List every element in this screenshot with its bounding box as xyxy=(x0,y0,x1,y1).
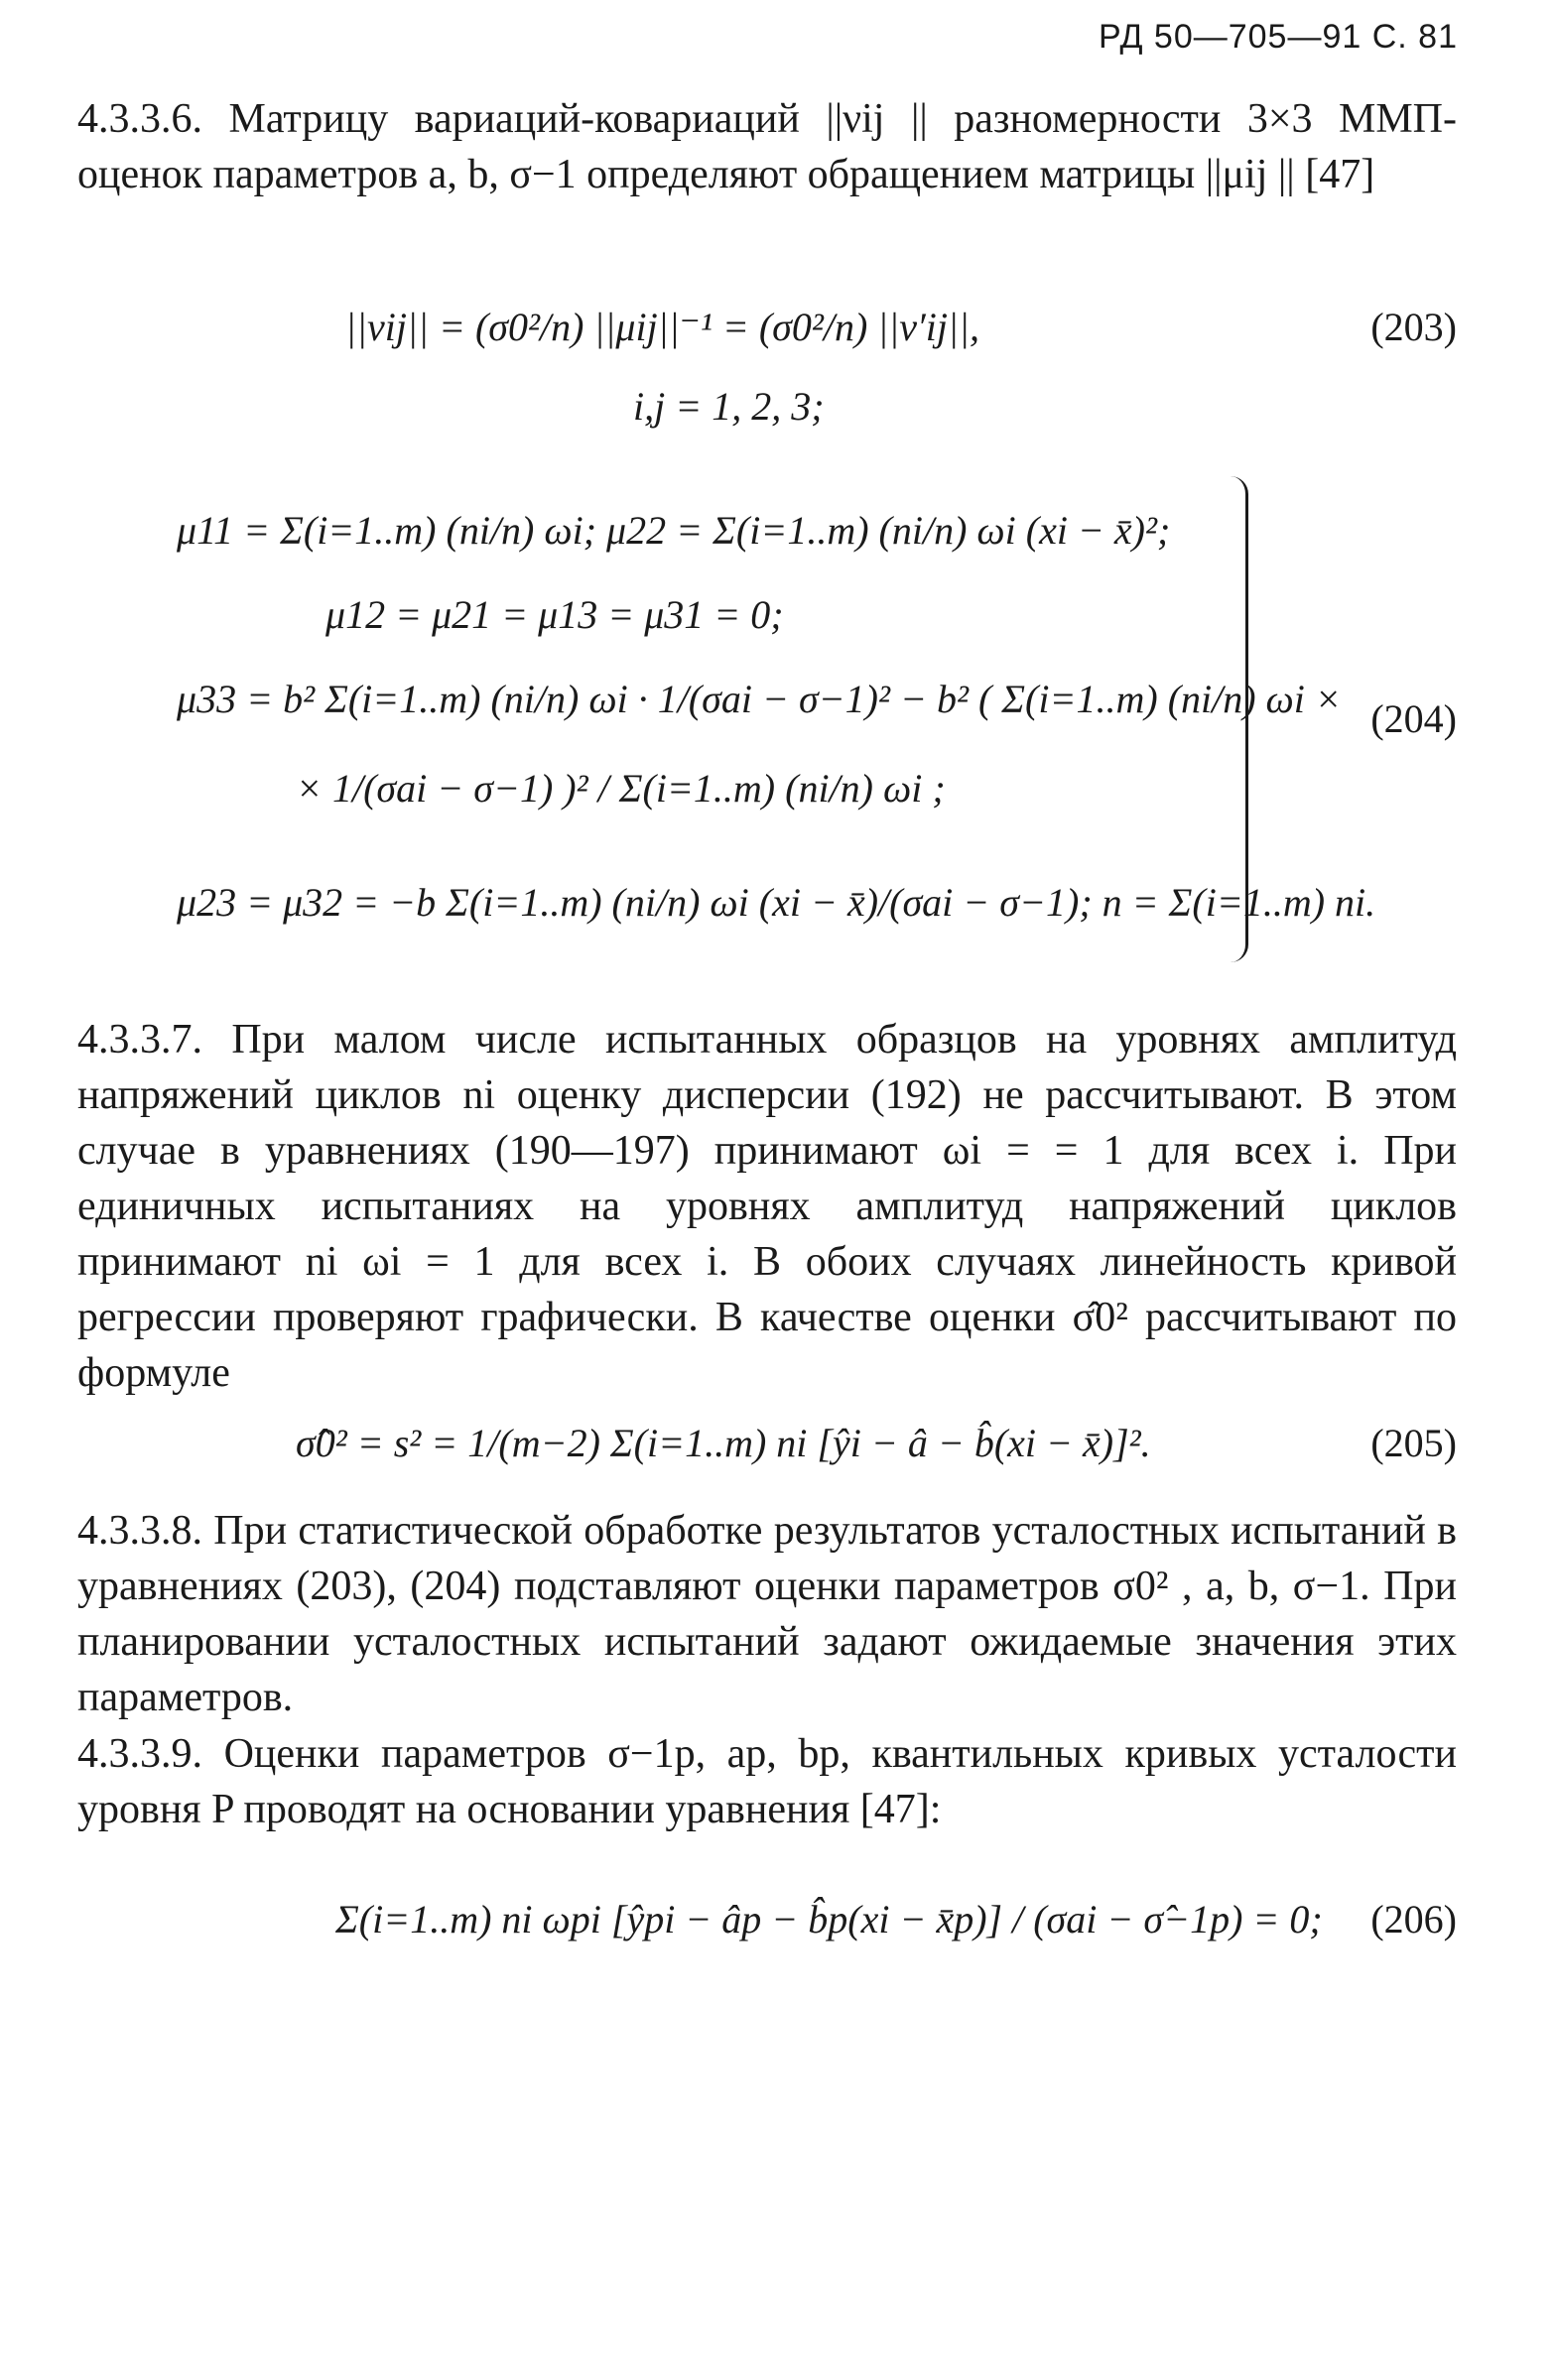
paragraph-4-3-3-9: 4.3.3.9. Оценки параметров σ−1p, ap, bp, квантильных кривых усталости уровня P проводят на основании уравнения [47]: xyxy=(77,1731,1457,1832)
equation-203 xyxy=(77,298,1457,429)
equation-206-line1: Σ(i=1..m) ni ωpi [ŷpi − âp − b̂p(xi − x̄p)] / (σai − σ̂−1p) = 0; xyxy=(335,1897,1323,1942)
paragraph-4-3-3-6: 4.3.3.6. Матрицу вариаций-ковариаций ||νij || разномерности 3×3 ММП-оценок параметров a, b, σ−1 определяют обращением матрицы ||μij || [47] xyxy=(77,96,1457,197)
equation-206 xyxy=(77,1865,1457,1984)
equation-number-205: (205) xyxy=(1370,1421,1457,1465)
equation-number-203: (203) xyxy=(1370,305,1457,349)
paragraph-4-3-3-8: 4.3.3.8. При статистической обработке результатов усталостных испытаний в уравнениях (203), (204) подставляют оценки параметров σ0² , a, b, σ−1. При планировании усталостных испытаний задают ожидаемые значения этих параметров. xyxy=(77,1508,1457,1720)
equation-205-line1: σ̂0² = s² = 1/(m−2) Σ(i=1..m) ni [ŷi − â − b̂(xi − x̄)]². xyxy=(296,1421,1151,1465)
equation-204-line1: μ11 = Σ(i=1..m) (ni/n) ωi; μ22 = Σ(i=1..m) (ni/n) ωi (xi − x̄)²; xyxy=(177,508,1171,553)
paragraph-4-3-3-7: 4.3.3.7. При малом числе испытанных образцов на уровнях амплитуд напряжений циклов ni оценку дисперсии (192) не рассчитывают. В этом случае в уравнениях (190—197) принимают ωi = = 1 для всех i. При единичных испытаниях на уровнях амплитуд напряжений циклов принимают ni ωi = 1 для всех i. В обоих случаях линейность кривой регрессии проверяют графически. В качестве оценки σ̂0² рассчитывают по формуле xyxy=(77,1017,1457,1396)
equation-203-line1: ||νij|| = (σ0²/n) ||μij||⁻¹ = (σ0²/n) ||ν′ij||, xyxy=(345,305,980,349)
equation-number-206: (206) xyxy=(1370,1897,1457,1942)
equation-204-line3: μ33 = b² Σ(i=1..m) (ni/n) ωi · 1/(σai − σ−1)² − b² ( Σ(i=1..m) (ni/n) ωi × xyxy=(177,677,1342,721)
equation-203-line2: i,j = 1, 2, 3; xyxy=(633,384,825,429)
equation-204-line2: μ12 = μ21 = μ13 = μ31 = 0; xyxy=(325,592,784,637)
page-header: РД 50—705—91 С. 81 xyxy=(1099,18,1458,56)
equation-204 xyxy=(77,466,1457,982)
equation-204-line4: × 1/(σai − σ−1) )² / Σ(i=1..m) (ni/n) ωi ; xyxy=(296,766,946,811)
equation-205 xyxy=(77,1409,1457,1488)
equation-number-204: (204) xyxy=(1370,696,1457,741)
equation-204-brace xyxy=(1226,476,1248,962)
equation-204-line5: μ23 = μ32 = −b Σ(i=1..m) (ni/n) ωi (xi − x̄)/(σai − σ−1); n = Σ(i=1..m) ni. xyxy=(177,880,1376,925)
